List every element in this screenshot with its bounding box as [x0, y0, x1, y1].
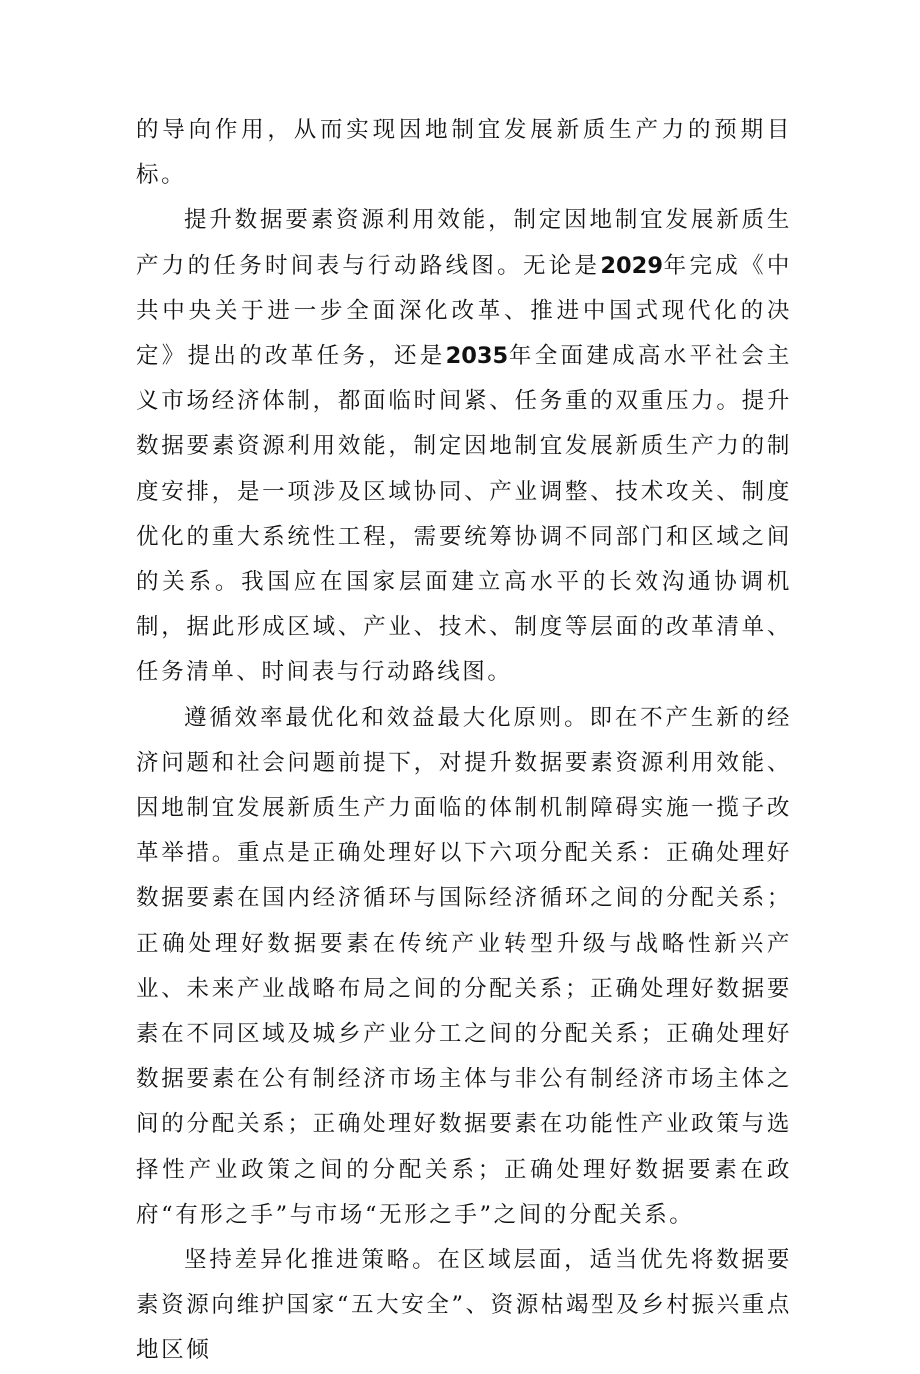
paragraph-4-text: 坚持差异化推进策略。在区域层面，适当优先将数据要素资源向维护国家“五大安全”、资源枯竭型及乡村振兴重点地区倾	[136, 1247, 792, 1364]
paragraph-3	[136, 696, 792, 1238]
year-2029: 2029	[600, 252, 663, 279]
paragraph-3-text: 遵循效率最优化和效益最大化原则。即在不产生新的经济问题和社会问题前提下，对提升数据要素资源利用效能、因地制宜发展新质生产力面临的体制机制障碍实施一揽子改革举措。重点是正确处理好以下六项分配关系：正确处理好数据要素在国内经济循环与国际经济循环之间的分配关系；正确处理好数据要素在传统产业转型升级与战略性新兴产业、未来产业战略布局之间的分配关系；正确处理好数据要素在不同区域及城乡产业分工之间的分配关系；正确处理好数据要素在公有制经济市场主体与非公有制经济市场主体之间的分配关系；正确处理好数据要素在功能性产业政策与选择性产业政策之间的分配关系；正确处理好数据要素在政府“有形之手”与市场“无形之手”之间的分配关系。	[136, 704, 792, 1228]
paragraph-4	[136, 1238, 792, 1374]
paragraph-1	[136, 108, 792, 198]
paragraph-1-text: 的导向作用，从而实现因地制宜发展新质生产力的预期目标。	[136, 117, 792, 189]
paragraph-2-text-b: 年完成《中共中央关于进一步全面深化改革、推进中国式现代化的决定》提出的改革任务，还是	[136, 252, 792, 370]
year-2035: 2035	[445, 343, 509, 370]
document-body	[136, 108, 792, 1374]
paragraph-2-text-c: 年全面建成高水平社会主义市场经济体制，都面临时间紧、任务重的双重压力。提升数据要素资源利用效能，制定因地制宜发展新质生产力的制度安排，是一项涉及区域协同、产业调整、技术攻关、制度优化的重大系统性工程，需要统筹协调不同部门和区域之间的关系。我国应在国家层面建立高水平的长效沟通协调机制，据此形成区域、产业、技术、制度等层面的改革清单、任务清单、时间表与行动路线图。	[136, 343, 793, 686]
paragraph-2-text-a: 提升数据要素资源利用效能，制定因地制宜发展新质生产力的任务时间表与行动路线图。无论是	[136, 207, 792, 279]
paragraph-2	[136, 198, 792, 695]
